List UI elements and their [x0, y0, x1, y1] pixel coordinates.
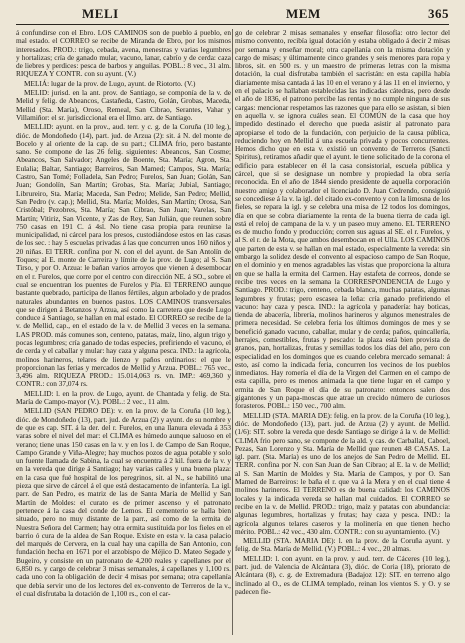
- page-number: 365: [428, 6, 449, 21]
- header-rule: [16, 24, 449, 25]
- running-head: [16, 6, 449, 24]
- column-divider: [232, 29, 233, 635]
- entry-paragraph: MELLID: ayunt. en la prov., aud. terr. y c. g. de la Coruña (10 leg.), dióc. de Mondoñedo (14), part. jud. de Arzua (2): sit. á N. del monte de Bocelo y al oriente de la cap. de su part.; CLIMA frio, pero bastante sano. Se compone de las 26 felig. siguientes: Abeancos, San Cosme; Abeancos, San Salvador; Angeles de Boente, Sta. María; Agron, Sta. Eulalia; Baltar, Santiago; Barreiros, San Mamed; Campos, Sta. María; Castro, San Tomé; Folladela, San Pedro; Furelos, San Juan; Golán, San Juan; Gondolín, San Martín; Grobas, Sta. María; Jubial, Santiago; Librureiro, Sta. María; Maceda, San Pedro; Melide, San Pedro; Mellid, San Pedro (v. cap.); Mellid, Sta. María; Moldes, San Martín; Orosa, San Cristóbal; Pezobres, Sta. María; San Cibrao, San Juan; Varelas, San Martín; Vitiriz, San Vicente, y Zas de Rey, San Julián, que reunen sobre 750 casas en 191 C. á 4sl. No tiene casa propia para reunirse la municipalidad, ni cárcel para los presos, custodiándose estos en las casas de los sec. : hay 5 escuelas privadas á las que concurren unos 160 niños y 20 niñas. El TERR. confina por N. con el del ayunt. de San Antolín de Toques; al E. monte de Carreira y límite de la prov. de Lugo; al S. San Tirso, y por O. Arzua: le bañan varios arroyos que vienen á desembocar en el r. Furelos, que corre por el centro con dirección NE. á SO., sobre el cual se encuentran los puentes de Furelos y Pía. El TERRENO aunque bastante quebrado, participa de llanos fértiles, algun arbolado y de prados naturales abundantes en buenos pastos. LOS CAMINOS transversales que se dirigen á Betanzos y Arzua, así como la carretera que desde Lugo conduce á Santiago, se hallan en mal estado. El CORREO se recibe de la v. de Mellid, cap., en el estado de la v. de Mellid 3 veces en la semana. LAS PROD. más comunes son, centeno, patatas, maíz, lino, algun trigo y pocas legumbres; cría ganado de todas especies, prefiriendo el vacuno, el de cerda y el caballar y mular: hay caza y alguna pesca. IND.: la agrícola, molinos harineros, telares de lienzo y paños ordinarios: el que le proporcionan las ferias y mercados de Mellid y Arzua. POBL.: 765 vec., 3,496 alm. RIQUEZA PROD.: 15.014,063 rs. vn. IMP.: 469,360 y CONTR.: con 37,074 rs.: [16, 122, 231, 389]
- entry-paragraph: á confundirse con el Ebro. LOS CAMINOS son de pueblo á pueblo, en mal estado. el CORREO se recibe de Miranda de Ebro, por los mismos interesados. PROD.: trigo, cebada, avena, menestras y varias legumbres y hortalizas; cría de ganado mular, vacuno, lanar, cabrío y de cerda: caza de liebres y perdices: pesca de barbos y anguilas. POBL.: 8 vec., 31 alm. RIQUEZA Y CONTR. con su ayunt. (V.): [16, 29, 231, 79]
- entry-paragraph: MELLID (STA. MARIA DE): felig. en la prov. de la Coruña (10 leg.), dióc. de Mondoñedo (13), part. jud. de Arzua (2) y ayunt. de Mellid. (1/6): SIT. sobre la vereda que desde Santiago se dirige á la v. de Mellid: CLIMA frio pero sano, se compone de la ald. y cas. de Carballal, Caboel, Pezas, San Lorenzo y Sta. María de Mellid que reunen 48 CASAS. La igl. parr. (Sta. María) es uno de los anejos de San Pedro de Mellid. EL TERR. confina por N. con San Juan de San Cibrao; al E. la v. de Mellid; al S. San Martín de Moldes y Sta. María de Campos, y por O. San Mamed de Barreiros: le baña el r. que va á la Mera y en el cual tiene 4 molinos harineros. El TERRENO es de buena calidad: los CAMINOS locales y la indicada vereda se hallan mal cuidados. El CORREO se recibe en la v. de Mellid. PROD.: trigo, maíz y patatas con abundancia: algunas legumbres, hortalizas y frutas; hay caza y pesca. IND.: la agrícola algunos telares caseros y la molinería en que tienen hecho mérito. POBL.: 42 vec., 430 alm. CONTR.: con su ayuntamiento. (V.): [235, 410, 450, 536]
- running-head-center: MEM: [286, 6, 321, 21]
- entry-paragraph: MELLID: l. en la prov. de Lugo, ayunt. de Chantada y felig. de Sta. María de Campo-mayor (V.). POBL.: 2 vec., 11 alm.: [16, 388, 231, 407]
- right-column: [235, 29, 450, 635]
- entry-paragraph: go de celebrar 2 misas semanales y enseñar filosofía: otro lector del mismo convento, recibía igual dotación y estaba obligado á decir 2 misas por semana y enseñar moral; otra capellanía con la misma dotación y cargo de misas; y últimamente cinco grandes y seis menores para ropa y libros, sit. en 500 rs. y un maestro de primeras letras con la misma dotación, la cual disfrutaba también el sacristán: en esta capilla había diariamente misa cantada á las 10 en el verano y á las 11 en el invierno, y en el palacio se hallaban establecidas las indicadas cátedras, pero desde el año de 1836, el patrono percibe las rentas y no cumple ninguna de sus cargas: mencionar respetamos las razones que para ello se asistan, si bien en aquella v. se ignora cuáles sean. El COMÚN de la casa que hoy impedido destinado el derecho que pueda asistir al patronato para apropiarse el todo de la fundación, con perjuicio de la causa pública, reduciendo hoy en Mellid á una escuela privada y pocos concurrentes. Hemos dicho que en esta v. existió un convento de Terreros (Sancti Spiritus), retiramos añadir que el ayunt. le tiene solicitado de la corona el edificio para establecer en él la casa consistorial, escuela pública y cárcel, que si se designase un nombre y propiedad la obra sería reconocida. En el año de 1844 siendo presidente de aquella corporación nuestro amigo y colaborador el licenciado D. Juan Cedrendo, consiguió se concediese á la v. la igl. del citado ex-convento y con la limosna de los fieles, se repara la igl. y se celebra una misa de 12 todos los domingos, día en que se cobra diariamente la renta de la buena tierra de cada igl. está el reloj de campana de la v. y un paseo muy ameno. EL TERRENO es de mucho fondo y producción; corren sus aguas al SE. el r. Furelos, y al S. el r. de la Mota, que ambos desembocan en el Ulla. LOS CAMINOS que parten de esta v. se hallan en mal estado, especialmente la vereda: sin embargo la solidez desde el convento al espacioso campo de San Roque, en el dominio y en menos agradables las vistas que proporciona la altura en que se halla la ermita del Carmen. Hay estafeta de correos, donde se recibe tres veces en la semana la CORRESPONDENCIA de Lugo y Santiago. PROD.: trigo, centeno, cebada blanca, muchas patatas, algunas legumbres y frutas; pero escasea la leña: cría ganado prefiriendo el vacuno: hay caza y pesca. IND.: la agrícola y panadería: hay boticas, tienda de abacería, librería, molinos harineros y algunos menestrales de primera necesidad. Se celebra feria los últimos domingos de mes y se benefició ganado vacuno, caballar, mular y de cerda; paños, quincallería, herrajes, comestibles, frutas y pescado: la plaza está bien provista de granos, pan, hortalizas, frutas y semillas todos los días del año, pero con especialidad en los domingos que es cuando celebra mercado semanal: á esto, así como la indicada feria, concurren los vecinos de los pueblos inmediatos. Hay romería el día de la Virgen del Carmen en el campo de esta capilla, pero es menos animada la que tiene lugar en el campo y ermita de San Roque el día de su patronato: entonces salen dos gigantones y un papa-moscas que atrae un crecido número de curiosos forasteros. POBL.: 150 vec., 700 alm.: [235, 29, 450, 411]
- entry-paragraph: MELLID (SAN PEDRO DE): v. en la prov. de la Coruña (10 leg.), dióc. de Mondoñedo (13), part. jud. de Arzua (2) y ayunt. de su nombre y de que es cap. SIT. á la der. del r. Furelos, en una llanura elevada á 353 varas sobre el nivel del mar: el CLIMA es húmedo aunque saluoso en el verano; tiene unas 150 casas en la v. y en los l. de Campo de San Roque, Campo Grande y Viña-Alegre; hay muchos pozos de agua potable y solo un fuente llamada de Sabina, la cual se encuentra á 2 kil. fuera de la v. y en la vereda que dirige á Santiago; hay varias calles y una buena plaza: en la casa que fué hospital de los peregrinos, sit. al N., se habilitó una pieza que sirve de cárcel á el que está destacamento de infantería. La igl. parr. de San Pedro, es matriz de las de Santa María de Mellid y San Martín de Moldes: el curato es de primer ascenso y el patronato pertenece á la casa del conde de Lemos. El cementerio se halla bien situado, pero no muy distante de la parr., así como de la ermita de Nuestra Señora del Carmen; hay otra ermita sustituida por los fieles en el barrio ó cura de la aldea de San Roque. Existe en esta v. la casa palacio del marqués de Cervera, en la cual hay una capilla de San Antonio, con fundación hecha en 1671 por el arzobispo de Méjico D. Mateo Segade y Bugeiro, y consiste en un patronato de 4,200 reales y capellanes por el 6,850 rs. y cargo de celebrar 3 misas semanales, á capellanes y 1,100 rs. cada uno con la obligación de decir 4 misas por semana; otra capellanía que debía servir uno de los lectores del ex-convento de Terreros de la v., el cual disfrutaba la dotación de 1,100 rs., con el car-: [16, 406, 231, 598]
- entry-paragraph: MELLID (STA. MARIA DE): l. en la prov. de la Coruña ayunt. y felig. de Sta. María de Mellid. (V.) POBL.: 4 vec., 20 almas.: [235, 536, 450, 554]
- running-head-left: MELI: [82, 6, 119, 21]
- entry-paragraph: MELIÁ: lugar de la prov. de Lugo, ayunt. de Riotorto. (V.): [24, 78, 196, 88]
- left-column: [16, 29, 231, 635]
- entry-paragraph: MELID: jurisd. en la ant. prov. de Santiago, se componía de la v. de Melid y felig. de Abeancos, Castañeda, Castro, Golán, Grobas, Maceda, Mellid (Sta. María), Oroso, Remeal, San Cibrao, Serantes, Vahar y Villamiñor: el sr. jurisdiccional era el Ilmo. arz. de Santiago.: [16, 88, 231, 122]
- entry-paragraph: MELLID: l. con ayunt. en la prov. y aud. terr. de Cáceres (10 leg.), part. jud. de Valencia de Alcántara (3), dióc. de Coria (18), priorato de Alcántara (8), c. g. de Extremadura (Badajoz 12): SIT. en terreno algo inclinado al O., es de CLIMA templado, reinan los vientos S. y O. y se padecen fie-: [235, 553, 450, 596]
